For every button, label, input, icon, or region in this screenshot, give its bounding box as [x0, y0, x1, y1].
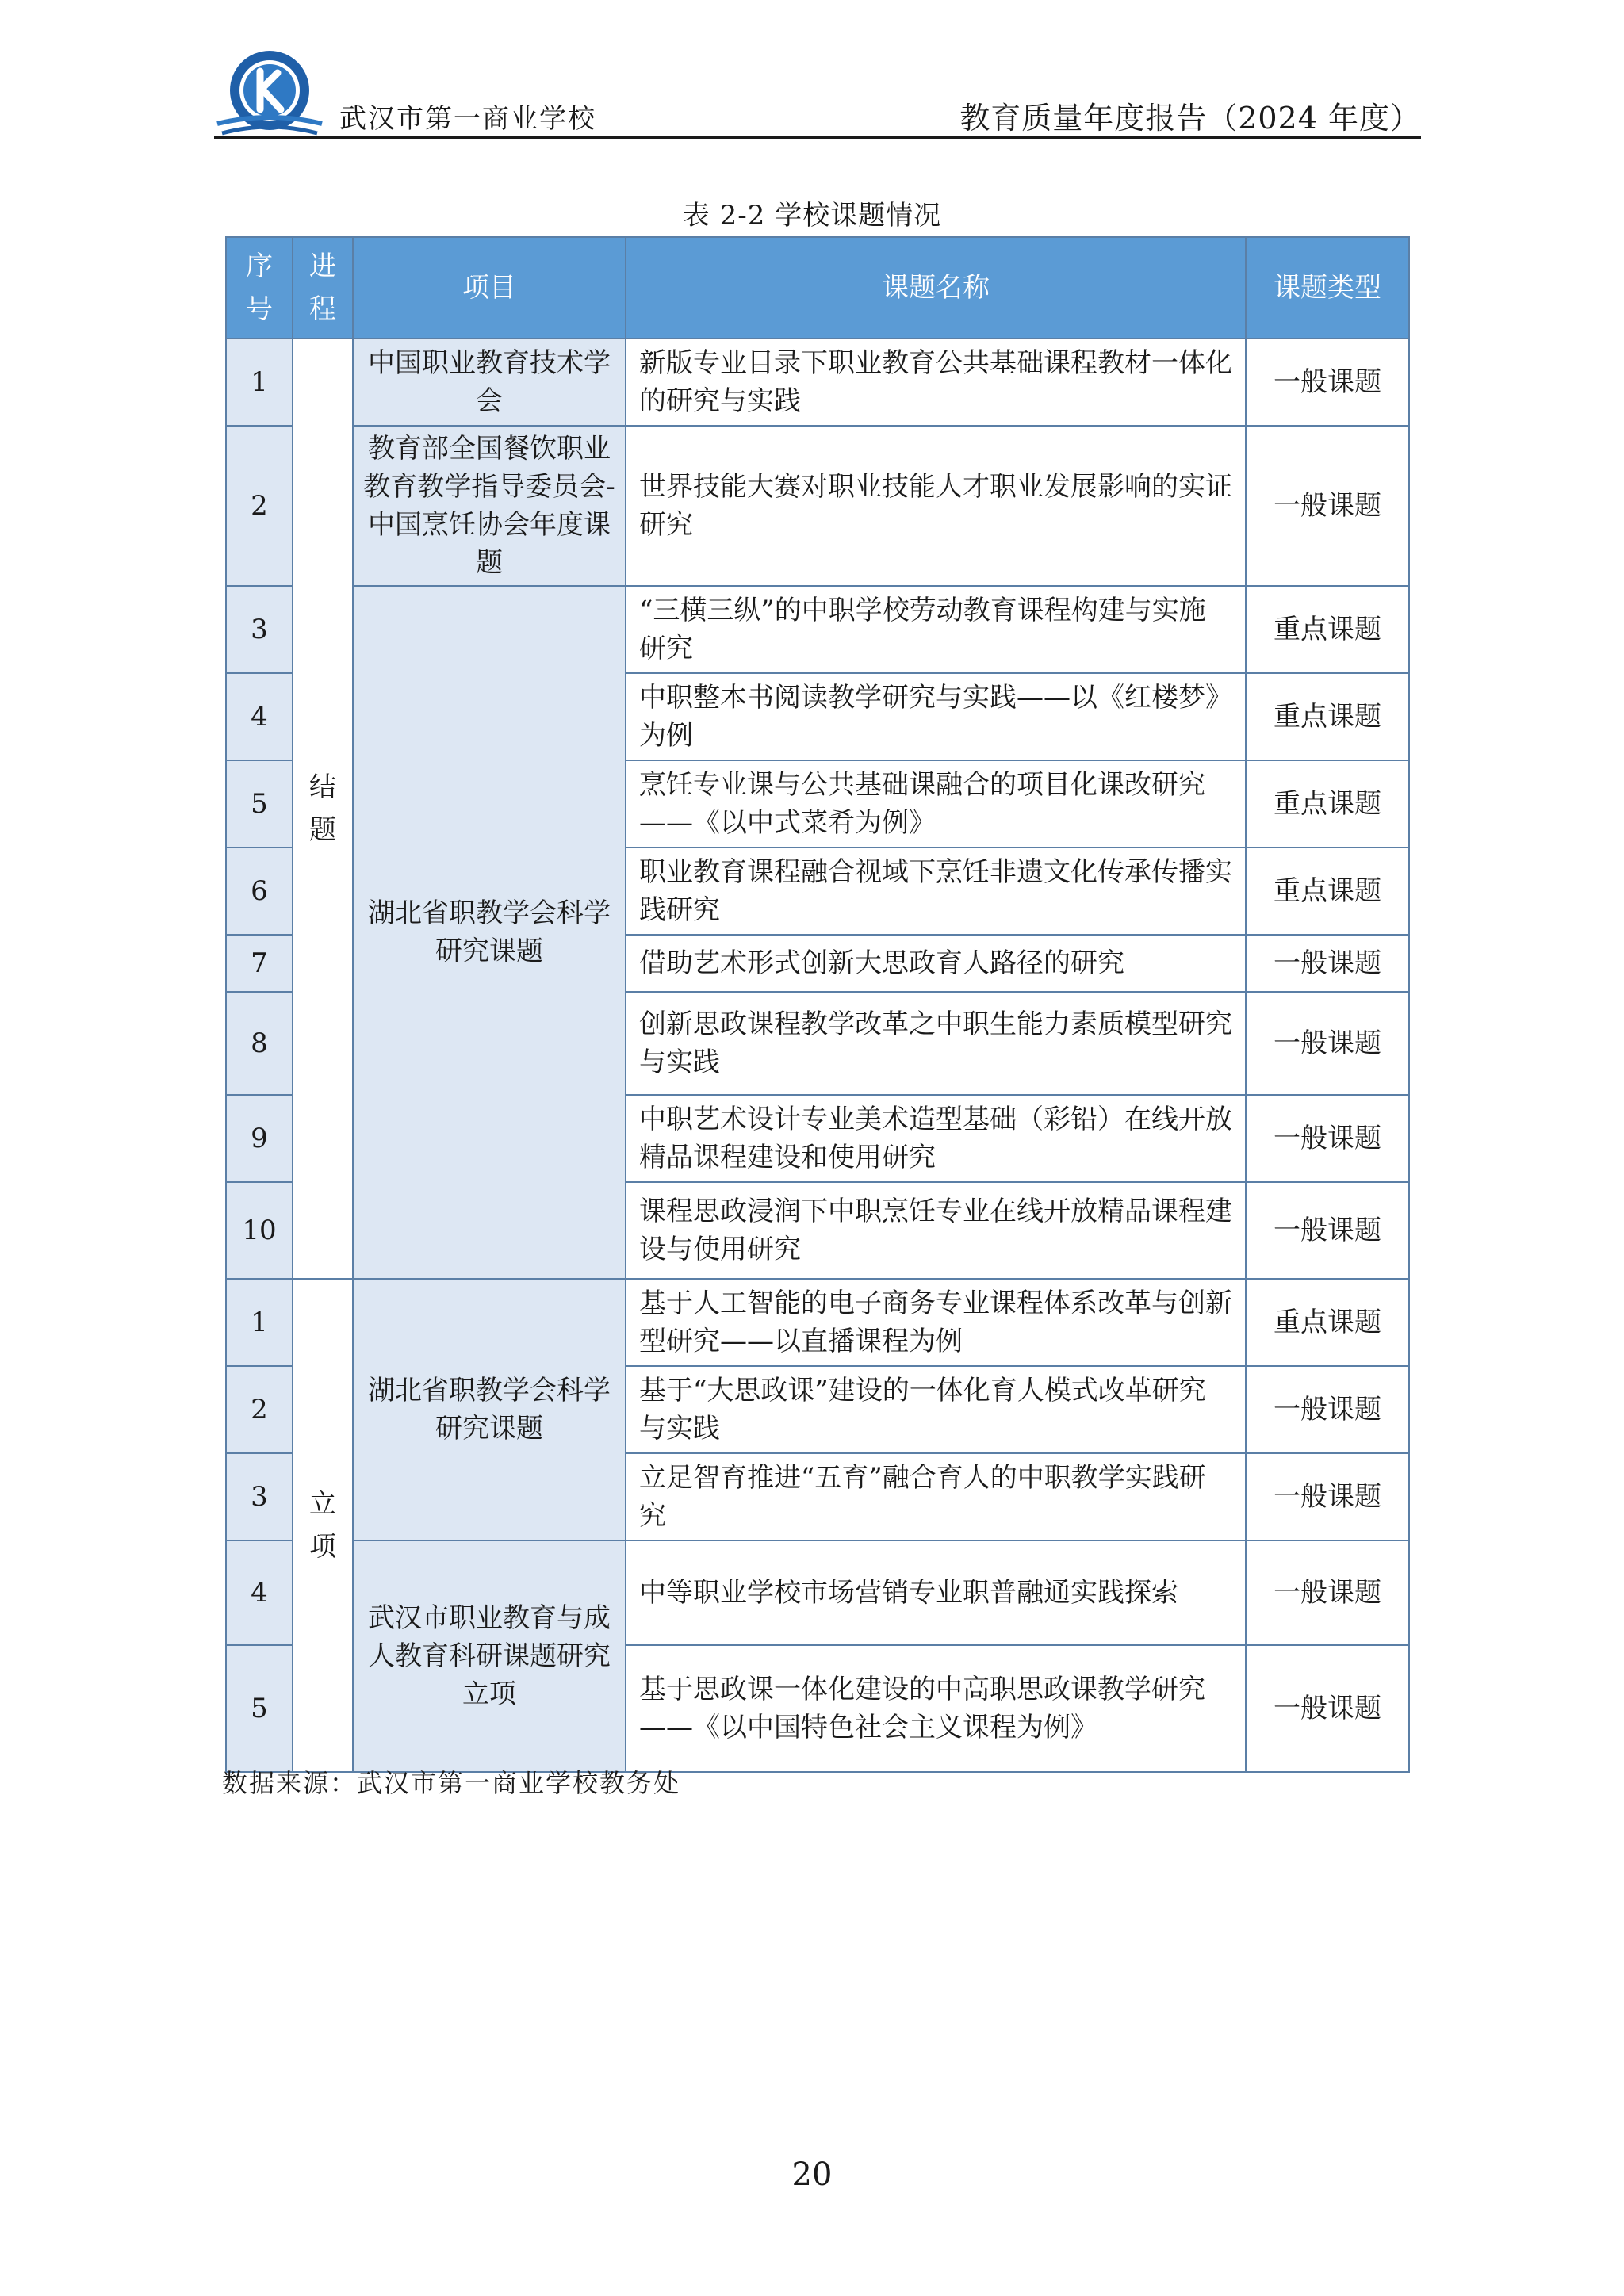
topic-type: 一般课题 [1246, 426, 1409, 586]
row-index: 2 [226, 426, 293, 586]
row-index: 6 [226, 848, 293, 935]
row-index: 1 [226, 1279, 293, 1366]
topic-name: 基于人工智能的电子商务专业课程体系改革与创新型研究——以直播课程为例 [626, 1279, 1246, 1366]
header-divider [214, 136, 1421, 139]
topic-name: 烹饪专业课与公共基础课融合的项目化课改研究——《以中式菜肴为例》 [626, 760, 1246, 848]
row-index: 4 [226, 1540, 293, 1645]
table-row [226, 426, 1409, 586]
topic-name: 借助艺术形式创新大思政育人路径的研究 [626, 935, 1246, 992]
topic-type: 一般课题 [1246, 1366, 1409, 1453]
table-caption: 表 2-2 学校课题情况 [682, 200, 942, 232]
topic-name: 中等职业学校市场营销专业职普融通实践探索 [626, 1540, 1246, 1645]
project-cell: 中国职业教育技术学会 [353, 339, 626, 426]
topic-type: 一般课题 [1246, 1645, 1409, 1772]
topic-type: 一般课题 [1246, 1453, 1409, 1540]
row-index: 3 [226, 1453, 293, 1540]
topic-type: 重点课题 [1246, 586, 1409, 673]
table-row [226, 1540, 1409, 1645]
data-source-note: 数据来源：武汉市第一商业学校教务处 [222, 1768, 681, 1798]
row-index: 1 [226, 339, 293, 426]
table-row [226, 339, 1409, 426]
stage-approved: 立项 [293, 1279, 353, 1772]
topic-name: 新版专业目录下职业教育公共基础课程教材一体化的研究与实践 [626, 339, 1246, 426]
table-header-row [226, 237, 1409, 339]
topic-name: “三横三纵”的中职学校劳动教育课程构建与实施研究 [626, 586, 1246, 673]
topic-type: 一般课题 [1246, 992, 1409, 1095]
header-index: 序号 [226, 237, 293, 339]
header-project: 项目 [353, 237, 626, 339]
header-stage: 进程 [293, 237, 353, 339]
topic-type: 一般课题 [1246, 339, 1409, 426]
report-title: 教育质量年度报告（2024 年度） [959, 101, 1421, 136]
topic-name: 创新思政课程教学改革之中职生能力素质模型研究与实践 [626, 992, 1246, 1095]
header-topic-name: 课题名称 [626, 237, 1246, 339]
topic-name: 职业教育课程融合视域下烹饪非遗文化传承传播实践研究 [626, 848, 1246, 935]
row-index: 2 [226, 1366, 293, 1453]
topics-table [225, 236, 1410, 1773]
topic-name: 立足智育推进“五育”融合育人的中职教学实践研究 [626, 1453, 1246, 1540]
topic-name: 中职艺术设计专业美术造型基础（彩铅）在线开放精品课程建设和使用研究 [626, 1095, 1246, 1182]
table-row [226, 1279, 1409, 1366]
topic-name: 世界技能大赛对职业技能人才职业发展影响的实证研究 [626, 426, 1246, 586]
topic-name: 课程思政浸润下中职烹饪专业在线开放精品课程建设与使用研究 [626, 1182, 1246, 1279]
stage-completed: 结题 [293, 339, 353, 1279]
header-topic-type: 课题类型 [1246, 237, 1409, 339]
topic-type: 重点课题 [1246, 848, 1409, 935]
row-index: 10 [226, 1182, 293, 1279]
project-cell: 湖北省职教学会科学研究课题 [353, 1279, 626, 1540]
topic-type: 一般课题 [1246, 1182, 1409, 1279]
topic-name: 基于思政课一体化建设的中高职思政课教学研究——《以中国特色社会主义课程为例》 [626, 1645, 1246, 1772]
school-logo-icon [214, 48, 325, 144]
row-index: 5 [226, 1645, 293, 1772]
project-cell: 教育部全国餐饮职业教育教学指导委员会-中国烹饪协会年度课题 [353, 426, 626, 586]
row-index: 3 [226, 586, 293, 673]
topic-name: 中职整本书阅读教学研究与实践——以《红楼梦》为例 [626, 673, 1246, 760]
row-index: 7 [226, 935, 293, 992]
row-index: 8 [226, 992, 293, 1095]
project-cell: 武汉市职业教育与成人教育科研课题研究立项 [353, 1540, 626, 1772]
row-index: 9 [226, 1095, 293, 1182]
row-index: 5 [226, 760, 293, 848]
table-row [226, 586, 1409, 673]
topic-type: 重点课题 [1246, 1279, 1409, 1366]
page-number: 20 [791, 2156, 833, 2193]
row-index: 4 [226, 673, 293, 760]
page-header [214, 48, 1421, 144]
topic-type: 一般课题 [1246, 1095, 1409, 1182]
topic-type: 一般课题 [1246, 1540, 1409, 1645]
school-name: 武汉市第一商业学校 [339, 103, 596, 135]
topic-type: 重点课题 [1246, 673, 1409, 760]
topic-type: 重点课题 [1246, 760, 1409, 848]
project-cell: 湖北省职教学会科学研究课题 [353, 586, 626, 1279]
topic-type: 一般课题 [1246, 935, 1409, 992]
topic-name: 基于“大思政课”建设的一体化育人模式改革研究与实践 [626, 1366, 1246, 1453]
